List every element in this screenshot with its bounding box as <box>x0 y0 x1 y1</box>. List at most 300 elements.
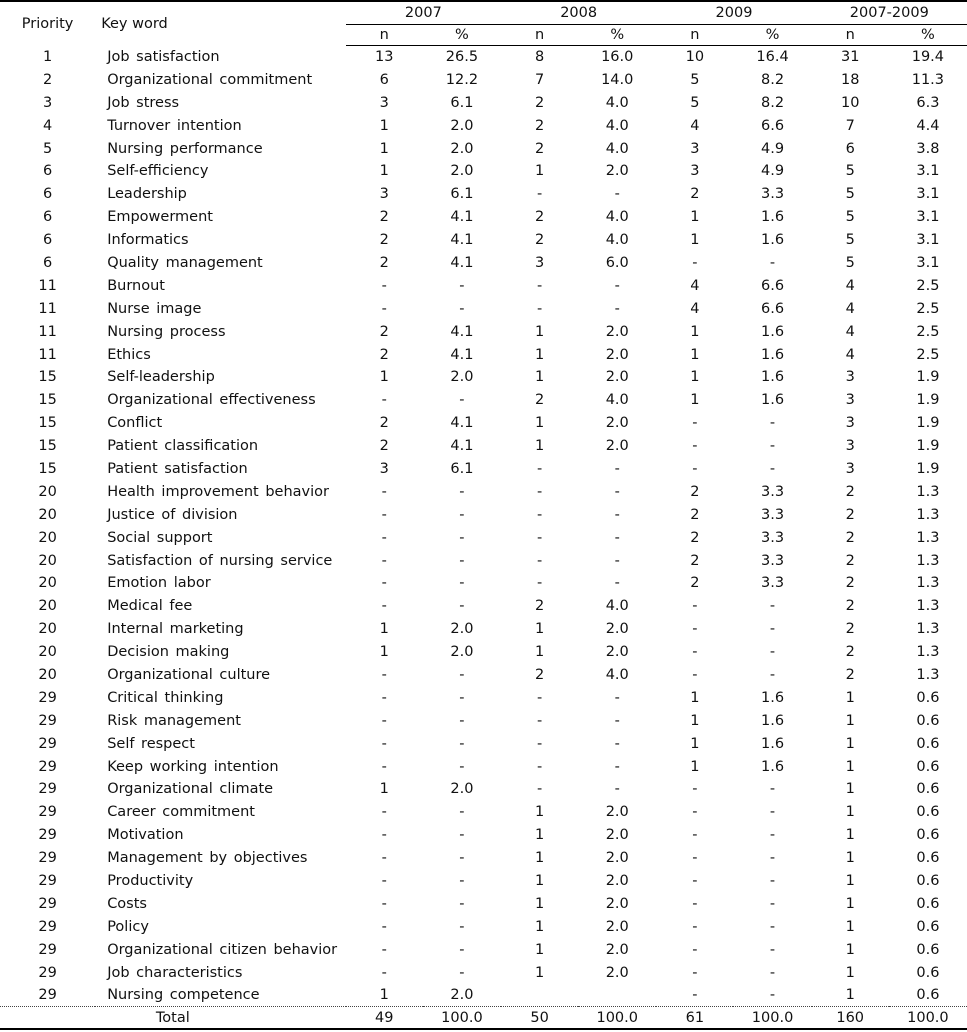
priority-cell: 5 <box>42 140 53 157</box>
priority-cell: 3 <box>42 94 53 111</box>
n-2009-cell: - <box>692 438 698 455</box>
pct-total-cell: 0.6 <box>916 827 940 844</box>
n-2007-cell: - <box>381 689 387 706</box>
n-2008-cell: 2 <box>534 209 545 226</box>
pct-2007-cell: - <box>459 598 465 615</box>
pct-total-cell: 0.6 <box>916 964 940 981</box>
table-row <box>0 389 967 412</box>
keyword-cell: Ethics <box>107 346 151 363</box>
priority-cell: 20 <box>38 506 57 523</box>
priority-cell: 20 <box>38 529 57 546</box>
pct-total-cell: 4.4 <box>916 117 940 134</box>
n-2009-cell: 4 <box>690 277 700 294</box>
n-total-cell: 1 <box>845 804 855 821</box>
n-2007-cell: - <box>381 964 387 981</box>
n-2008-cell: - <box>536 689 543 706</box>
pct-2008-cell: 2.0 <box>605 346 629 363</box>
n-2008-cell: 1 <box>534 850 545 867</box>
n-2008-cell: 1 <box>534 918 545 935</box>
keyword-cell: Nursing competence <box>95 984 346 1007</box>
pct-2007-cell: 6.1 <box>450 94 474 111</box>
n-2009-cell: 1 <box>690 758 700 775</box>
pct-2008-cell: - <box>614 483 620 500</box>
n-2008-cell: - <box>536 781 543 798</box>
keyword-cell: Quality management <box>107 254 263 271</box>
table-row <box>0 252 967 275</box>
pct-2009-cell: 6.6 <box>761 300 785 317</box>
n-2008-cell: - <box>536 460 543 477</box>
pct-2009-cell: 8.2 <box>761 94 785 111</box>
pct-2008-cell: 4.0 <box>605 117 629 134</box>
priority-cell: 6 <box>42 209 53 226</box>
n-2008-cell: 2 <box>534 140 545 157</box>
pct-total-cell: 0.6 <box>916 873 940 889</box>
pct-2008-cell: 2.0 <box>605 323 629 340</box>
pct-2007-cell: 4.1 <box>450 438 474 455</box>
n-2007-cell: - <box>381 506 387 523</box>
priority-cell: 29 <box>38 873 57 889</box>
n-2007-cell: - <box>381 758 387 775</box>
priority-cell: 11 <box>38 277 57 294</box>
pct-2008-cell: - <box>614 529 620 546</box>
n-2009-cell: 1 <box>690 735 700 752</box>
pct-2009-cell: - <box>769 460 776 477</box>
pct-total-cell: 1.9 <box>916 438 940 455</box>
n-2009-cell: - <box>692 827 698 844</box>
n-2007-cell: 2 <box>379 323 389 340</box>
pct-2008-cell: - <box>614 689 620 706</box>
table-row <box>0 549 967 572</box>
n-total-cell: 2 <box>845 575 855 592</box>
priority-cell: 1 <box>42 48 53 65</box>
n-2008-cell: 1 <box>534 804 545 821</box>
priority-cell: 20 <box>38 598 57 615</box>
priority-cell: 20 <box>38 575 57 592</box>
n-2008-cell: 1 <box>534 323 545 340</box>
total-all-pct: 100.0 <box>889 1007 967 1029</box>
pct-2008-cell <box>578 984 656 1007</box>
n-total-cell: 2 <box>845 666 855 683</box>
n-total-cell: 1 <box>845 895 855 912</box>
table-row <box>0 68 967 91</box>
pct-2007-cell: - <box>459 850 465 867</box>
keyword-cell: Health improvement behavior <box>107 483 329 500</box>
n-2008-cell: 1 <box>534 415 545 432</box>
n-2009-cell: 1 <box>690 712 700 729</box>
n-total-cell: 2 <box>845 644 855 661</box>
n-total-cell: 1 <box>845 873 855 889</box>
pct-total-cell: 0.6 <box>916 895 940 912</box>
pct-2008-cell: 2.0 <box>605 964 629 981</box>
pct-2007-cell: 4.1 <box>450 254 474 271</box>
pct-2007-cell: - <box>459 666 465 683</box>
pct-2008-cell: - <box>614 460 620 477</box>
total-2009-pct: 100.0 <box>733 1007 811 1029</box>
table-row <box>0 229 967 252</box>
pct-2007-cell: 4.1 <box>450 346 474 363</box>
pct-2007-cell: 6.1 <box>450 186 474 203</box>
keyword-cell: Nursing process <box>107 323 226 340</box>
n-2009-cell: 2 <box>690 506 700 523</box>
pct-total-cell: 0.6 <box>916 918 940 935</box>
pct-2009-cell: - <box>769 438 776 455</box>
pct-2007-cell: 2.0 <box>450 781 474 798</box>
n-2008-cell <box>501 984 578 1007</box>
pct-2009-cell: - <box>769 964 776 981</box>
pct-2009-cell: - <box>733 984 811 1007</box>
n-2009-cell: - <box>656 984 733 1007</box>
table-row <box>0 320 967 343</box>
pct-2009-cell: 6.6 <box>761 277 785 294</box>
n-total-cell: 2 <box>845 529 855 546</box>
pct-total-cell: 2.5 <box>916 277 940 294</box>
priority-cell: 29 <box>38 918 57 935</box>
n-2009-cell: - <box>692 621 698 638</box>
pct-2009-cell: 3.3 <box>761 483 785 500</box>
n-2008-cell: 1 <box>534 873 545 889</box>
pct-2007-cell: 2.0 <box>450 163 474 180</box>
n-total-cell: 5 <box>845 163 855 180</box>
table-row <box>0 824 967 847</box>
pct-2009-cell: - <box>769 804 776 821</box>
pct-2009-cell: 16.4 <box>756 49 789 66</box>
table-row <box>0 847 967 870</box>
keyword-cell: Organizational culture <box>107 666 271 683</box>
priority-cell: 11 <box>38 346 57 363</box>
n-2007-cell: - <box>381 529 387 546</box>
keyword-cell: Self-efficiency <box>107 163 209 180</box>
priority-cell: 29 <box>38 850 57 867</box>
n-2007-cell: 2 <box>379 232 389 249</box>
pct-2009-cell: - <box>769 598 776 615</box>
pct-total-cell: 3.1 <box>916 254 940 271</box>
table-row <box>0 686 967 709</box>
n-2007-cell: 1 <box>346 984 423 1007</box>
n-2009-cell: - <box>692 644 698 661</box>
keyword-cell: Satisfaction of nursing service <box>107 552 333 569</box>
n-2007-cell: - <box>381 804 387 821</box>
n-2007-cell: - <box>381 552 387 569</box>
pct-total-cell: 1.3 <box>916 506 940 523</box>
n-2009-cell: 4 <box>690 117 700 134</box>
n-2007-cell: - <box>381 827 387 844</box>
n-2008-cell: - <box>536 712 543 729</box>
keyword-cell: Decision making <box>107 644 230 661</box>
pct-total-cell: 3.1 <box>916 163 940 180</box>
n-2007-cell: - <box>381 873 387 889</box>
pct-total-cell: 2.5 <box>916 300 940 317</box>
n-header: n <box>501 25 578 46</box>
table-row <box>0 618 967 641</box>
table-row <box>0 91 967 114</box>
n-total-cell: 1 <box>845 758 855 775</box>
total-2007-pct: 100.0 <box>423 1007 501 1029</box>
pct-2008-cell: 2.0 <box>605 941 629 958</box>
n-total-cell: 2 <box>845 621 855 638</box>
pct-2009-cell: 3.3 <box>761 575 785 592</box>
pct-2008-cell: - <box>614 277 620 294</box>
n-total-cell: 3 <box>845 415 855 432</box>
pct-2009-cell: 6.6 <box>761 117 785 134</box>
n-2007-cell: - <box>381 575 387 592</box>
n-2009-cell: - <box>692 941 698 958</box>
pct-2008-cell: 2.0 <box>605 438 629 455</box>
n-total-cell: 1 <box>845 918 855 935</box>
keyword-cell: Patient satisfaction <box>107 460 248 477</box>
n-2008-cell: - <box>536 529 543 546</box>
n-2007-cell: 2 <box>379 346 389 363</box>
table-row <box>0 503 967 526</box>
pct-2008-cell: - <box>614 300 620 317</box>
pct-2007-cell: 4.1 <box>450 209 474 226</box>
priority-cell: 6 <box>42 254 53 271</box>
n-2007-cell: 2 <box>379 254 389 271</box>
year-header-2008: 2008 <box>501 1 656 25</box>
n-total-cell: 2 <box>845 598 855 615</box>
pct-total-cell: 3.1 <box>916 232 940 249</box>
pct-2008-cell: 4.0 <box>605 94 629 111</box>
n-2007-cell: - <box>381 277 387 294</box>
table-row <box>0 732 967 755</box>
pct-2008-cell: 2.0 <box>605 895 629 912</box>
pct-2008-cell: 16.0 <box>601 49 634 66</box>
n-2009-cell: 1 <box>690 346 700 363</box>
n-2008-cell: 2 <box>534 94 545 111</box>
pct-total-cell: 1.3 <box>916 598 940 615</box>
priority-cell: 29 <box>38 895 57 912</box>
pct-2009-cell: 1.6 <box>761 369 785 386</box>
priority-cell: 29 <box>38 781 57 798</box>
n-2007-cell: 13 <box>375 49 394 66</box>
pct-2007-cell: - <box>459 506 465 523</box>
pct-2009-cell: 3.3 <box>761 529 785 546</box>
n-2008-cell: - <box>536 758 543 775</box>
pct-2007-cell: - <box>459 964 465 981</box>
n-header: n <box>346 25 423 46</box>
pct-2008-cell: 2.0 <box>605 804 629 821</box>
n-2008-cell: - <box>536 277 543 294</box>
n-2008-cell: - <box>536 735 543 752</box>
priority-cell: 11 <box>38 323 57 340</box>
n-2007-cell: - <box>381 300 387 317</box>
pct-2007-cell: - <box>459 483 465 500</box>
n-2009-cell: - <box>692 918 698 935</box>
table-body <box>0 46 967 1007</box>
priority-cell: 6 <box>42 232 53 249</box>
n-2009-cell: - <box>692 873 698 889</box>
pct-2007-cell: 6.1 <box>450 460 474 477</box>
pct-total-cell: 2.5 <box>916 346 940 363</box>
keyword-cell: Conflict <box>107 415 163 432</box>
table-row <box>0 961 967 984</box>
table-row <box>0 435 967 458</box>
n-2009-cell: - <box>692 804 698 821</box>
n-2009-cell: 2 <box>690 529 700 546</box>
n-total-cell: 4 <box>845 277 855 294</box>
n-2008-cell: 2 <box>534 666 545 683</box>
pct-2008-cell: 4.0 <box>605 392 629 409</box>
n-2008-cell: 1 <box>534 163 545 180</box>
pct-total-cell: 1.9 <box>916 460 940 477</box>
n-2008-cell: - <box>536 575 543 592</box>
n-2009-cell: - <box>692 781 698 798</box>
pct-2009-cell: 4.9 <box>761 140 785 157</box>
keyword-cell: Keep working intention <box>107 758 279 775</box>
n-2008-cell: 8 <box>534 49 545 66</box>
keyword-cell: Career commitment <box>107 804 255 821</box>
table-row <box>0 274 967 297</box>
priority-cell: 4 <box>42 117 53 134</box>
n-total-cell: 5 <box>845 209 855 226</box>
keyword-header: Key word <box>95 1 346 46</box>
n-total-cell: 18 <box>840 71 860 88</box>
n-2008-cell: - <box>536 506 543 523</box>
priority-cell: 29 <box>38 689 57 706</box>
pct-2009-cell: 1.6 <box>761 735 785 752</box>
n-2009-cell: 5 <box>690 71 700 88</box>
n-2008-cell: 2 <box>534 117 545 134</box>
priority-cell: 2 <box>42 71 53 88</box>
n-2008-cell: 2 <box>534 232 545 249</box>
n-total-cell: 1 <box>845 941 855 958</box>
pct-2008-cell: - <box>614 781 620 798</box>
keyword-cell: Leadership <box>107 186 187 203</box>
n-2007-cell: 1 <box>379 140 389 157</box>
pct-2007-cell: - <box>459 552 465 569</box>
priority-cell: 15 <box>38 392 57 409</box>
table-row <box>0 709 967 732</box>
keyword-cell: Organizational effectiveness <box>107 392 316 409</box>
pct-total-cell: 0.6 <box>916 689 940 706</box>
pct-2007-cell: - <box>459 712 465 729</box>
priority-header: Priority <box>0 1 95 46</box>
pct-total-cell: 19.4 <box>911 49 945 66</box>
pct-2009-cell: - <box>769 895 776 912</box>
n-total-cell: 2 <box>845 506 855 523</box>
keyword-cell: Costs <box>107 895 147 912</box>
pct-2009-cell: - <box>769 254 776 271</box>
pct-2009-cell: 3.3 <box>761 552 785 569</box>
n-2009-cell: 10 <box>685 49 705 66</box>
pct-2007-cell: 2.0 <box>450 117 474 134</box>
n-total-cell: 3 <box>845 369 855 386</box>
n-2007-cell: 2 <box>379 415 389 432</box>
n-total-cell: 1 <box>845 735 855 752</box>
priority-cell: 20 <box>38 644 57 661</box>
n-total-cell: 10 <box>840 94 860 111</box>
n-total-cell: 4 <box>845 323 855 340</box>
n-2008-cell: 1 <box>534 644 545 661</box>
pct-total-cell: 3.1 <box>916 186 940 203</box>
pct-2008-cell: 2.0 <box>605 415 629 432</box>
pct-2008-cell: 6.0 <box>605 254 629 271</box>
keyword-cell: Empowerment <box>107 209 213 226</box>
n-total-cell: 1 <box>845 689 855 706</box>
percent-header: % <box>889 25 967 46</box>
priority-cell: 11 <box>38 300 57 317</box>
pct-2009-cell: 3.3 <box>761 506 785 523</box>
n-2009-cell: 2 <box>690 483 700 500</box>
pct-2009-cell: 1.6 <box>761 758 785 775</box>
n-2009-cell: 1 <box>690 392 700 409</box>
n-total-cell: 1 <box>845 712 855 729</box>
n-2008-cell: - <box>536 300 543 317</box>
n-2008-cell: 2 <box>534 598 545 615</box>
n-2009-cell: - <box>692 850 698 867</box>
keyword-cell: Burnout <box>107 277 165 294</box>
n-2008-cell: - <box>536 186 543 203</box>
n-total-cell: 4 <box>845 300 855 317</box>
priority-cell: 15 <box>38 369 57 386</box>
pct-2009-cell: - <box>769 873 776 889</box>
priority-cell: 29 <box>38 941 57 958</box>
pct-2008-cell: 4.0 <box>605 598 629 615</box>
n-2009-cell: 1 <box>690 323 700 340</box>
pct-2007-cell: - <box>459 392 465 409</box>
total-2007-n: 49 <box>346 1007 423 1029</box>
pct-total-cell: 0.6 <box>916 712 940 729</box>
n-2009-cell: 1 <box>690 689 700 706</box>
pct-total-cell: 1.3 <box>916 644 940 661</box>
pct-total-cell: 0.6 <box>916 735 940 752</box>
table-row <box>0 526 967 549</box>
n-2008-cell: 2 <box>534 392 545 409</box>
pct-2009-cell: 1.6 <box>761 323 785 340</box>
pct-total-cell: 1.9 <box>916 369 940 386</box>
n-2007-cell: 1 <box>379 163 389 180</box>
n-total-cell: 7 <box>845 117 855 134</box>
pct-2007-cell: - <box>459 529 465 546</box>
priority-cell: 20 <box>38 552 57 569</box>
n-2008-cell: 1 <box>534 621 545 638</box>
n-2009-cell: 3 <box>690 163 700 180</box>
year-header-2007: 2007 <box>346 1 501 25</box>
n-2008-cell: 1 <box>534 941 545 958</box>
pct-2009-cell: - <box>769 827 776 844</box>
pct-total-cell: 1.9 <box>916 415 940 432</box>
n-2007-cell: 1 <box>379 369 389 386</box>
n-total-cell: 2 <box>845 552 855 569</box>
n-2007-cell: 1 <box>379 781 389 798</box>
pct-total-cell: 3.1 <box>916 209 940 226</box>
n-2007-cell: 3 <box>379 186 389 203</box>
n-2009-cell: 2 <box>690 186 700 203</box>
n-2009-cell: 1 <box>690 369 700 386</box>
pct-2008-cell: 2.0 <box>605 918 629 935</box>
n-2007-cell: 1 <box>379 117 389 134</box>
pct-total-cell: 0.6 <box>916 941 940 958</box>
n-2009-cell: - <box>692 895 698 912</box>
keyword-cell: Motivation <box>107 827 184 844</box>
n-total-cell: 3 <box>845 438 855 455</box>
n-2009-cell: 2 <box>690 575 700 592</box>
n-2007-cell: - <box>381 392 387 409</box>
pct-2008-cell: 2.0 <box>605 369 629 386</box>
pct-2009-cell: 1.6 <box>761 232 785 249</box>
keyword-cell: Patient classification <box>107 438 259 455</box>
priority-cell: 20 <box>38 621 57 638</box>
table-row <box>0 114 967 137</box>
table-row <box>0 572 967 595</box>
table-row <box>0 938 967 961</box>
n-2007-cell: 1 <box>379 621 389 638</box>
keyword-cell: Self respect <box>107 735 195 752</box>
pct-total-cell: 1.9 <box>916 392 940 409</box>
n-2009-cell: 5 <box>690 94 700 111</box>
keyword-cell: Job characteristics <box>107 964 243 981</box>
pct-2007-cell: 26.5 <box>445 49 479 66</box>
n-2008-cell: - <box>536 483 543 500</box>
